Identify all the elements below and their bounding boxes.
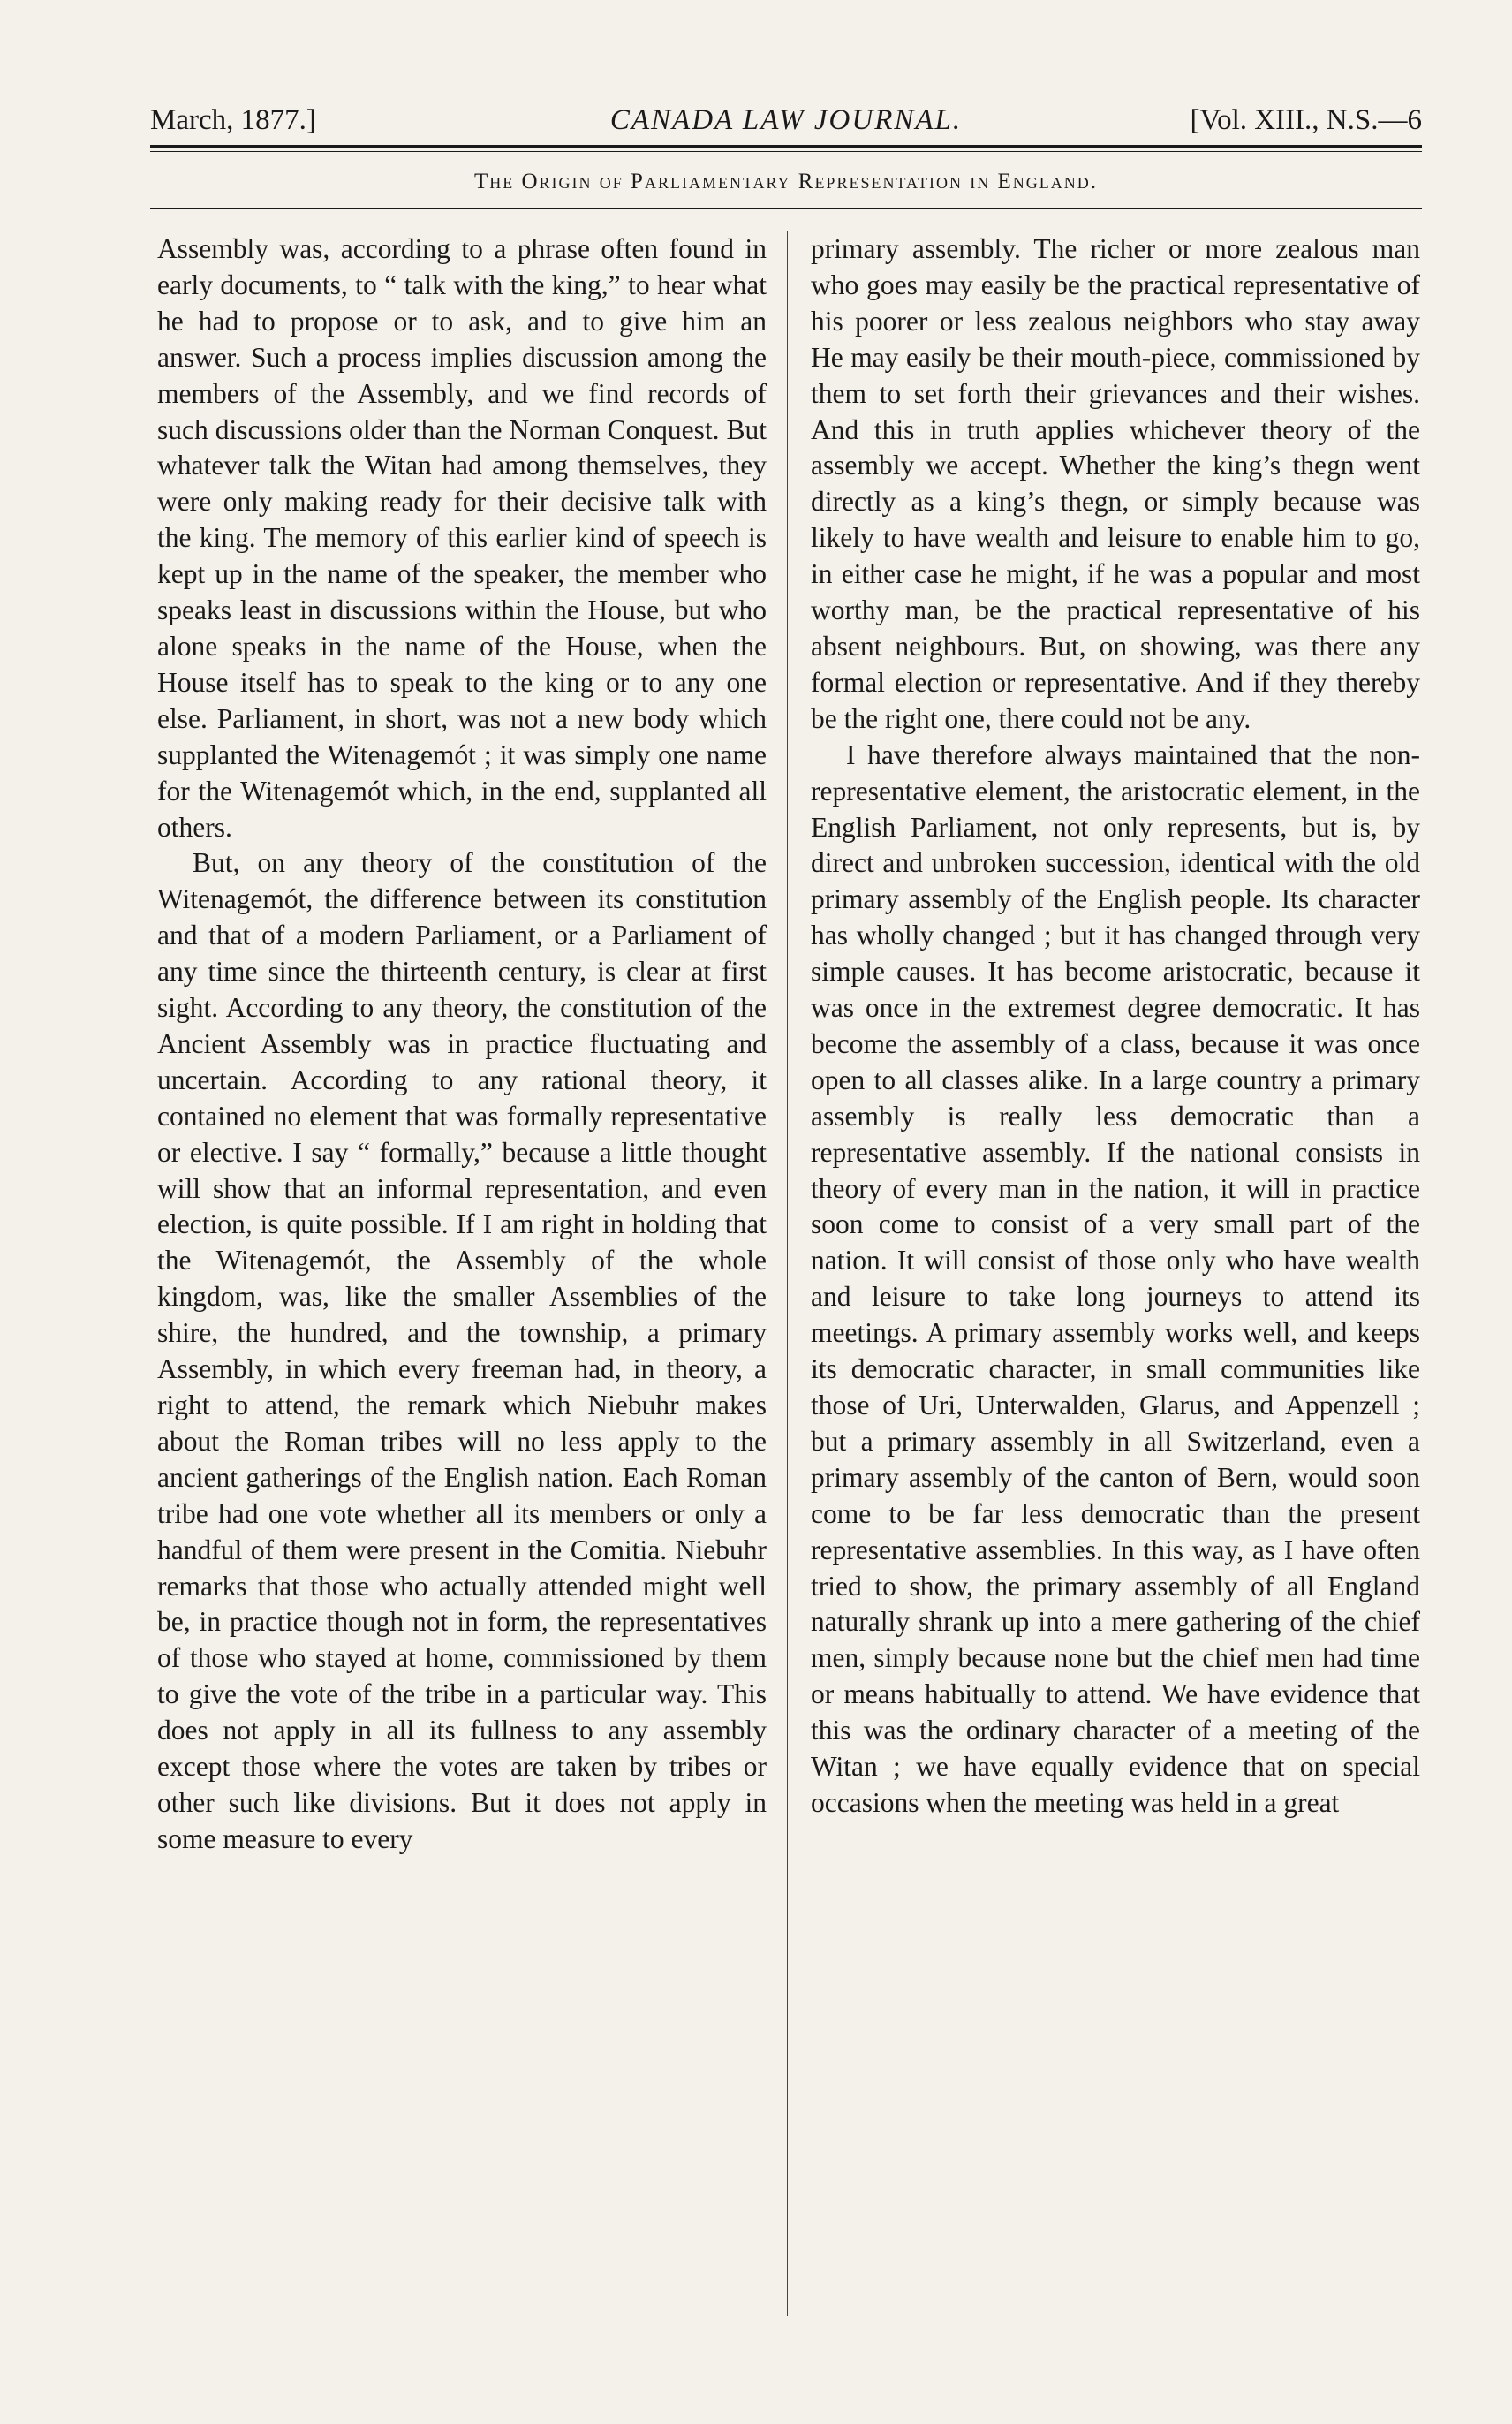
header-rule-thick (150, 145, 1422, 148)
left-column (157, 231, 767, 1858)
title-rule (150, 208, 1422, 209)
issue-date: March, 1877.] (150, 104, 316, 136)
article-title: The Origin of Parliamentary Representation in England. (473, 170, 1099, 193)
paragraph: Assembly was, according to a phrase often found in early documents, to “ talk with the king,” to hear what he had to propose or to ask, and to give him an answer. Such a process implies discussion among the members of the Assembly, and we find records of such discussions older than the Norman Conquest. But whatever talk the Witan had among themselves, they were only making ready for their decisive talk with the king. The memory of this earlier kind of speech is kept up in the name of the speaker, the member who speaks least in discussions within the House, but who alone speaks in the name of the House, when the House itself has to speak to the king or to any one else. Parliament, in short, was not a new body which supplanted the Witenagemót ; it was simply one name for the Witenagemót which, in the end, supplanted all others. (157, 233, 767, 843)
paragraph: I have therefore always maintained that the non-representative element, the aristocratic element, in the English Parliament, not only represents, but is, by direct and unbroken succession, identical with the old primary assembly of the English people. Its character has wholly changed ; but it has changed through very simple causes. It has become aristocratic, because it was once in the extremest degree democratic. It has become the assembly of a class, because it was once open to all classes alike. In a large country a primary assembly is really less democratic than a representative assembly. If the national consists in theory of every man in the nation, it will in practice soon come to consist of a very small part of the nation. It will consist of those only who have wealth and leisure to take long journeys to attend its meetings. A primary assembly works well, and keeps its democratic character, in small communities like those of Uri, Unterwalden, Glarus, and Appenzell ; but a primary assembly in all Switzerland, even a primary assembly of the canton of Bern, would soon come to be far less democratic than the present representative assemblies. In this way, as I have often tried to show, the primary assembly of all England naturally shrank up into a mere gathering of the chief men, simply because none but the chief men had time or means habitually to attend. We have evidence that this was the ordinary character of a meeting of the Witan ; we have equally evidence that on special occasions when the meeting was held in a great (811, 739, 1420, 1818)
header-rule-thin (150, 151, 1422, 152)
paragraph: primary assembly. The richer or more zealous man who goes may easily be the practical representative of his poorer or less zealous neighbors who stay away He may easily be their mouth-piece, commissioned by them to set forth their grievances and their wishes. And this in truth applies whichever theory of the assembly we accept. Whether the king’s thegn went directly as a king’s thegn, or simply because was likely to have wealth and leisure to enable him to go, in either case he might, if he was a popular and most worthy man, be the practical representative of his absent neighbours. But, on showing, was there any formal election or representative. And if they thereby be the right one, there could not be any. (811, 233, 1420, 734)
right-column (811, 231, 1420, 1822)
journal-title: CANADA LAW JOURNAL. (609, 104, 963, 136)
paragraph: But, on any theory of the constitution of the Witenagemót, the difference between its constitution and that of a modern Parliament, or a Parliament of any time since the thirteenth century, is clear at first sight. According to any theory, the constitution of the Ancient Assembly was in practice fluctuating and uncertain. According to any rational theory, it contained no element that was formally representative or elective. I say “ formally,” because a little thought will show that an informal representation, and even election, is quite possible. If I am right in holding that the Witenagemót, the Assembly of the whole kingdom, was, like the smaller Assemblies of the shire, the hundred, and the township, a primary Assembly, in which every freeman had, in theory, a right to attend, the remark which Niebuhr makes about the Roman tribes will no less apply to the ancient gatherings of the English nation. Each Roman tribe had one vote whether all its members or only a handful of them were present in the Comitia. Niebuhr remarks that those who actually attended might well be, in practice though not in form, the representatives of those who stayed at home, commissioned by them to give the vote of the tribe in a particular way. This does not apply in all its fullness to any assembly except those where the votes are taken by tribes or other such like divisions. But it does not apply in some measure to every (157, 847, 767, 1854)
running-header (150, 104, 1422, 148)
column-divider (787, 231, 788, 2316)
volume-number: [Vol. XIII., N.S.—6 (1190, 104, 1422, 136)
